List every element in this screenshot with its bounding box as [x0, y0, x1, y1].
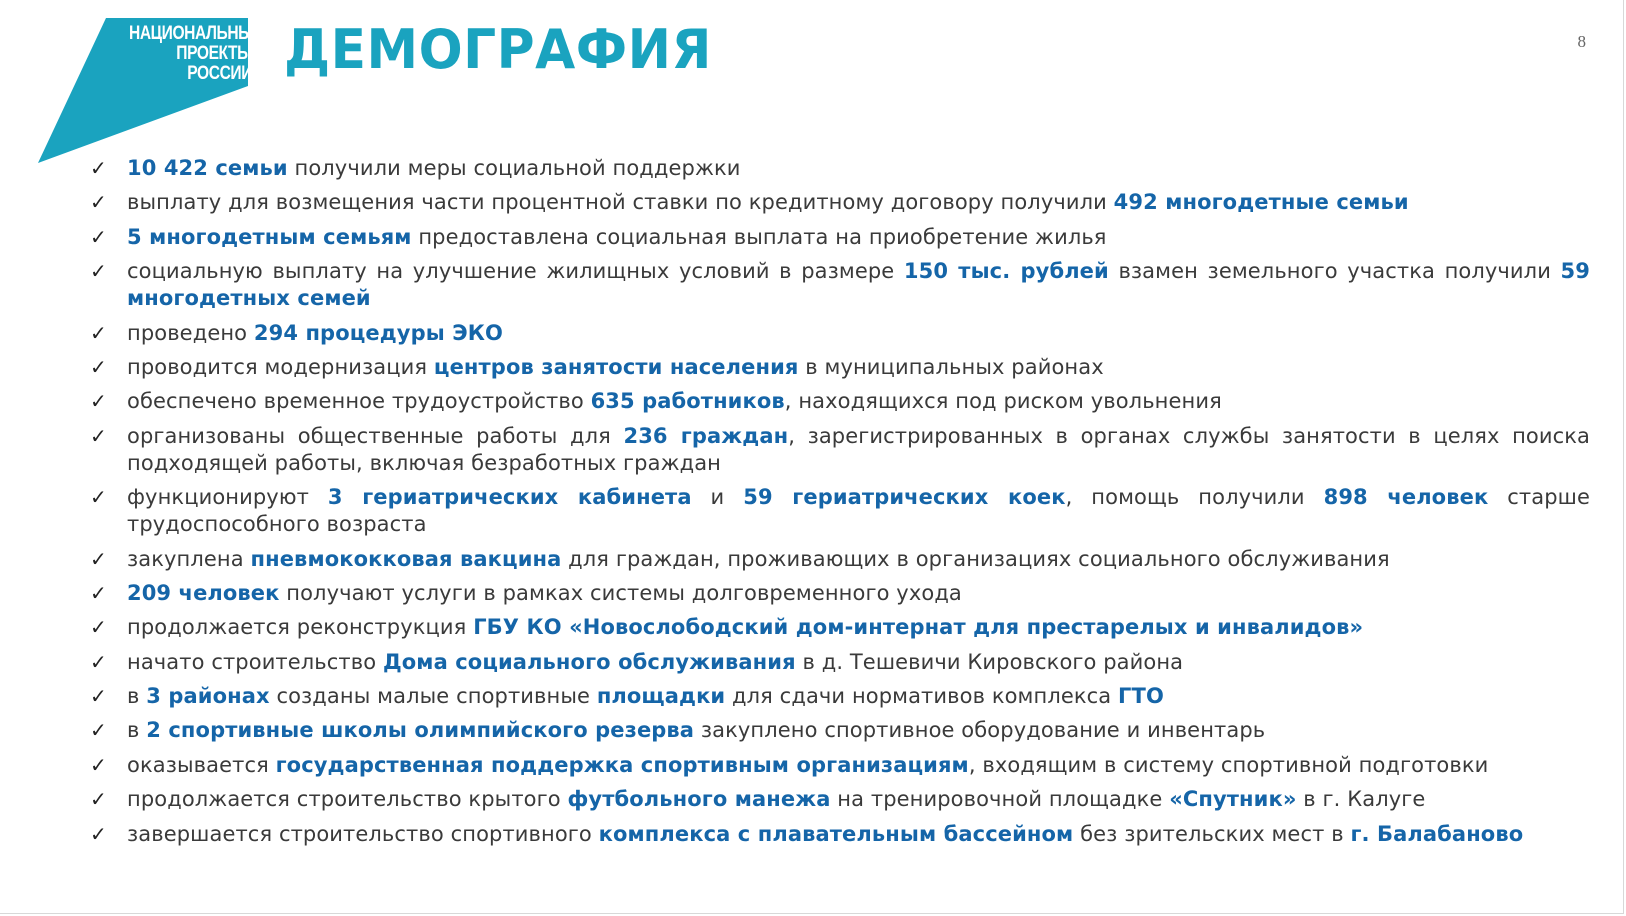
- highlighted-text: пневмококковая вакцина: [250, 546, 562, 571]
- checkmark-icon: ✓: [90, 423, 107, 448]
- checkmark-icon: ✓: [90, 224, 107, 249]
- item-text: выплату для возмещения части процентной ставки по кредитному договору получили: [127, 190, 1114, 215]
- highlighted-text: 236 граждан: [623, 423, 789, 448]
- logo-text: [129, 23, 264, 84]
- item-text: обеспечено временное трудоустройство: [127, 389, 591, 414]
- item-text: организованы общественные работы для: [127, 423, 624, 448]
- list-item: [90, 649, 1590, 676]
- list-item: [90, 786, 1590, 813]
- item-text: проведено: [127, 320, 254, 345]
- item-text: для сдачи нормативов комплекса: [725, 684, 1119, 709]
- highlighted-text: центров занятости населения: [433, 354, 799, 379]
- item-text: старше трудоспособного возраста: [127, 485, 1590, 537]
- item-text: получают услуги в рамках системы долговременного ухода: [279, 580, 962, 605]
- item-text: , входящим в систему спортивной подготовки: [968, 752, 1489, 777]
- highlighted-text: комплекса с плавательным бассейном: [598, 821, 1074, 846]
- checkmark-icon: ✓: [90, 389, 107, 414]
- highlighted-text: 150 тыс. рублей: [903, 259, 1109, 284]
- page-number: 8: [1577, 32, 1586, 51]
- list-item: [90, 354, 1590, 381]
- checkmark-icon: ✓: [90, 684, 107, 709]
- highlighted-text: 5 многодетным семьям: [127, 224, 412, 249]
- list-item: [90, 388, 1590, 415]
- highlighted-text: 3 районах: [146, 684, 270, 709]
- highlighted-text: 635 работников: [590, 389, 785, 414]
- highlighted-text: 898 человек: [1323, 485, 1489, 510]
- item-text: функционируют: [127, 485, 328, 510]
- highlighted-text: 59 гериатрических коек: [743, 485, 1066, 510]
- highlighted-text: футбольного манежа: [567, 787, 831, 812]
- logo-line-3: РОССИИ: [187, 63, 252, 84]
- item-text: начато строительство: [127, 649, 383, 674]
- checkmark-icon: ✓: [90, 718, 107, 743]
- list-item: [90, 320, 1590, 347]
- logo-line-2: ПРОЕКТЫ: [176, 43, 252, 64]
- item-text: завершается строительство спортивного: [127, 821, 599, 846]
- checkmark-icon: ✓: [90, 649, 107, 674]
- national-projects-logo: [38, 18, 264, 168]
- list-item: [90, 614, 1590, 641]
- item-text: оказывается: [127, 752, 276, 777]
- item-text: предоставлена социальная выплата на приобретение жилья: [411, 224, 1107, 249]
- highlighted-text: Дома социального обслуживания: [382, 649, 796, 674]
- list-item: [90, 224, 1590, 251]
- checkmark-icon: ✓: [90, 615, 107, 640]
- highlighted-text: 3 гериатрических кабинета: [327, 485, 692, 510]
- highlighted-text: ГТО: [1118, 684, 1164, 709]
- list-item: [90, 580, 1590, 607]
- item-text: в д. Тешевичи Кировского района: [795, 649, 1184, 674]
- checkmark-icon: ✓: [90, 787, 107, 812]
- item-text: на тренировочной площадке: [830, 787, 1170, 812]
- highlighted-text: 294 процедуры ЭКО: [253, 320, 503, 345]
- item-text: для граждан, проживающих в организациях социального обслуживания: [561, 546, 1390, 571]
- achievements-list: [90, 155, 1590, 855]
- list-item: [90, 423, 1590, 477]
- item-text: в: [127, 718, 147, 743]
- item-text: продолжается реконструкция: [127, 615, 474, 640]
- checkmark-icon: ✓: [90, 485, 107, 510]
- highlighted-text: 59 многодетных семей: [127, 259, 1590, 311]
- item-text: закуплено спортивное оборудование и инвентарь: [694, 718, 1266, 743]
- item-text: закуплена: [127, 546, 251, 571]
- item-text: в г. Калуге: [1296, 787, 1426, 812]
- item-text: проводится модернизация: [127, 354, 434, 379]
- item-text: созданы малые спортивные: [269, 684, 597, 709]
- item-text: в: [127, 684, 147, 709]
- item-text: социальную выплату на улучшение жилищных условий в размере: [127, 259, 904, 284]
- item-text: , находящихся под риском увольнения: [784, 389, 1222, 414]
- checkmark-icon: ✓: [90, 259, 107, 284]
- checkmark-icon: ✓: [90, 320, 107, 345]
- list-item: [90, 155, 1590, 182]
- highlighted-text: «Спутник»: [1169, 787, 1297, 812]
- item-text: и: [691, 485, 744, 510]
- item-text: , помощь получили: [1065, 485, 1324, 510]
- item-text: в муниципальных районах: [798, 354, 1104, 379]
- highlighted-text: 492 многодетные семьи: [1113, 190, 1409, 215]
- highlighted-text: ГБУ КО «Новослободский дом-интернат для престарелых и инвалидов»: [473, 615, 1364, 640]
- list-item: [90, 821, 1590, 848]
- page-title: ДЕМОГРАФИЯ: [284, 18, 712, 81]
- list-item: [90, 546, 1590, 573]
- item-text: без зрительских мест в: [1073, 821, 1351, 846]
- checkmark-icon: ✓: [90, 752, 107, 777]
- checkmark-icon: ✓: [90, 190, 107, 215]
- checkmark-icon: ✓: [90, 354, 107, 379]
- logo-line-1: НАЦИОНАЛЬНЫЕ: [129, 23, 264, 44]
- list-item: [90, 258, 1590, 312]
- list-item: [90, 189, 1590, 216]
- list-item: [90, 752, 1590, 779]
- highlighted-text: г. Балабаново: [1350, 821, 1524, 846]
- highlighted-text: площадки: [596, 684, 726, 709]
- item-text: получили меры социальной поддержки: [287, 156, 741, 180]
- checkmark-icon: ✓: [90, 156, 107, 180]
- list-item: [90, 717, 1590, 744]
- highlighted-text: 10 422 семьи: [127, 156, 288, 180]
- highlighted-text: государственная поддержка спортивным организациям: [275, 752, 969, 777]
- list-item: [90, 484, 1590, 538]
- checkmark-icon: ✓: [90, 580, 107, 605]
- checkmark-icon: ✓: [90, 821, 107, 846]
- checkmark-icon: ✓: [90, 546, 107, 571]
- list-item: [90, 683, 1590, 710]
- highlighted-text: 2 спортивные школы олимпийского резерва: [146, 718, 695, 743]
- item-text: , зарегистрированных в органах службы занятости в целях поиска подходящей работы, включая безработных граждан: [127, 423, 1590, 475]
- item-text: продолжается строительство крытого: [127, 787, 568, 812]
- item-text: взамен земельного участка получили: [1108, 259, 1561, 284]
- highlighted-text: 209 человек: [127, 580, 280, 605]
